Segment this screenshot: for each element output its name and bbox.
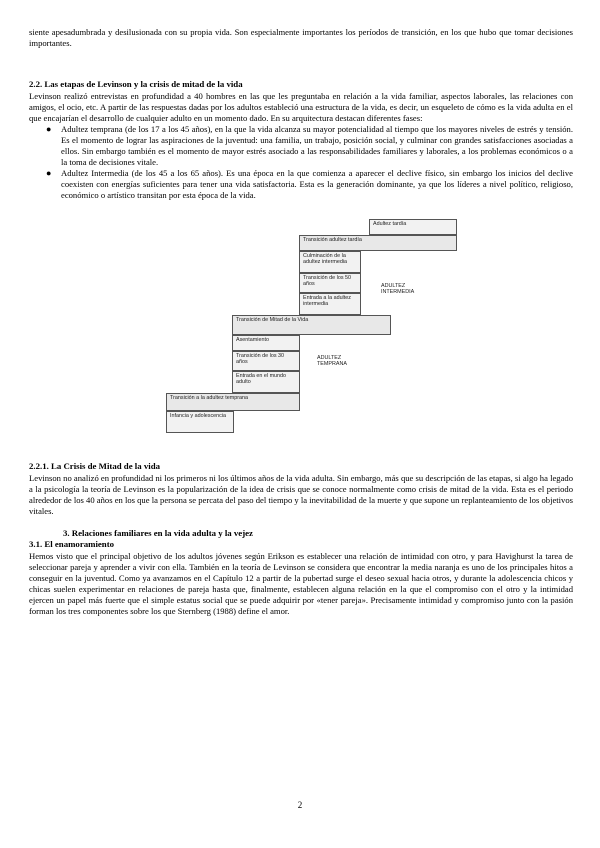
section-2-2-1-heading: 2.2.1. La Crisis de Mitad de la vida xyxy=(29,461,160,471)
step-entrada-intermedia: Entrada a la adultez intermedia xyxy=(299,293,361,315)
step-transicion-30: Transición de los 30 años xyxy=(232,351,300,371)
list-item xyxy=(46,124,573,168)
step-transicion-50: Transición de los 50 años xyxy=(299,273,361,293)
list-item-text: Adultez Intermedia (de los 45 a los 65 años). Es una época en la que comienza a aparecer el declive físico, sin embargo los inicios del declive coexisten con energías suficientes para tener una vida satisfactoria. Esta es la generación dominante, ya que los líderes a nivel político, religioso, económico o artístico transitan por esta época de la vida. xyxy=(61,168,573,200)
list-item xyxy=(46,168,573,201)
step-infancia: Infancia y adolescencia xyxy=(166,411,234,433)
label-adultez-intermedia: ADULTEZ INTERMEDIA xyxy=(381,283,415,296)
page-content xyxy=(29,27,573,617)
section-3-1-paragraph: Hemos visto que el principal objetivo de los adultos jóvenes según Erikson es establecer una relación de intimidad con otro, y para Havighurst la tarea de seleccionar pareja y aprender a vivir con ella. También en la teoría de Levinson se considera que encontrar la media naranja es uno de los principales hitos a conseguir en la juventud. Como ya avanzamos en el Capítulo 12 a partir de la pubertad surge el deseo sexual hacia otros, y durante la adolescencia chicos y chicas suelen experimentar en relaciones de pareja hasta que, finalmente, establecen alguna relación en la que el compromiso con el otro y la intimidad ejercen un papel más fuerte que el simple estatus social que se puede adquirir por «tener pareja». Precisamente intimidad y compromiso junto con la pasión forman los tres componentes sobre los que Sternberg (1988) define el amor. xyxy=(29,551,573,616)
step-asentamiento: Asentamiento xyxy=(232,335,300,351)
step-entrada-adulto: Entrada en el mundo adulto xyxy=(232,371,300,393)
list-item-text: Adultez temprana (de los 17 a los 45 años), en la que la vida alcanza su mayor potencialidad al tiempo que los mayores niveles de estrés y tensión. Es el momento de lograr las aspiraciones de la juventud: una familia, un trabajo, posición social, y culminar con grandes satisfacciones asociadas a ellos. Sin embargo también es el momento de mayor estrés asociado a las responsabilidades familiares y laborales, a los problemas económicos o a la toma de decisiones vitale. xyxy=(61,124,573,167)
levinson-stages-diagram xyxy=(29,213,573,435)
section-2-2-heading: 2.2. Las etapas de Levinson y la crisis de mitad de la vida xyxy=(29,79,243,89)
section-2-2-1-paragraph: Levinson no analizó en profundidad ni los primeros ni los últimos años de la vida adulta. Sin embargo, más que su descripción de las etapas, si algo ha legado a la psicología la teoría de Levinson es la popularización de la idea de crisis que se conoce normalmente como crisis de mitad de la vida. Esta es el periodo alrededor de los 40 años en los que la persona se percata del paso del tiempo y la inevitabilidad de la muerte y que supone un replanteamiento de los objetivos vitales. xyxy=(29,473,573,516)
step-transicion-adultez-tardia: Transición adultez tardía xyxy=(299,235,457,251)
intro-paragraph: siente apesadumbrada y desilusionada con su propia vida. Son especialmente importantes los períodos de transición, en los que hubo que tomar decisiones importantes. xyxy=(29,27,573,48)
step-culminacion: Culminación de la adultez intermedia xyxy=(299,251,361,273)
phases-list xyxy=(29,124,573,201)
step-transicion-mitad: Transición de Mitad de la Vida xyxy=(232,315,391,335)
bullet-icon: ● xyxy=(46,124,52,134)
step-transicion-temprana: Transición a la adultez temprana xyxy=(166,393,300,411)
section-3-1-heading: 3.1. El enamoramiento xyxy=(29,539,115,549)
step-adultez-tardia: Adultez tardía xyxy=(369,219,457,235)
label-adultez-temprana: ADULTEZ TEMPRANA xyxy=(317,355,347,368)
section-3-heading: 3. Relaciones familiares en la vida adulta y la vejez xyxy=(63,528,253,538)
page-number: 2 xyxy=(297,800,303,810)
section-2-2-paragraph: Levinson realizó entrevistas en profundidad a 40 hombres en las que les preguntaba en relación a la vida familiar, aspectos laborales, las relaciones con amigos, el ocio, etc. A partir de las respuestas dadas por los adultos estableció una estructura de la vida, es decir, un esqueleto de cómo es la vida adulta en el que encajarían el desarrollo de cualquier adulto en un momento dado. En su arquitectura destacan diferentes fases: xyxy=(29,91,573,123)
bullet-icon: ● xyxy=(46,168,52,178)
